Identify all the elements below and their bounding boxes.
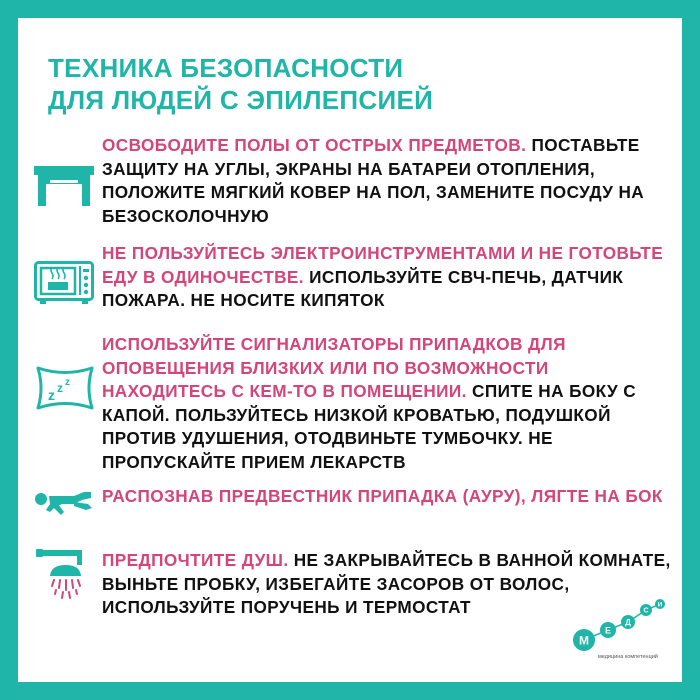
tip-item-2 [102,242,672,313]
tip-item-3 [102,333,672,474]
tip-text-5: НЕ ЗАКРЫВАЙТЕСЬ В ВАННОЙ КОМНАТЕ, ВЫНЬТЕ ПРОБКУ, ИЗБЕГАЙТЕ ЗАСОРОВ ОТ ВОЛОС, ИСПОЛЬЗУЙТЕ ПОРУЧЕНЬ И ТЕРМОСТАТ [102,550,671,617]
logo-tagline: медицина компетенций [598,654,658,660]
title-line-2: ДЛЯ ЛЮДЕЙ С ЭПИЛЕПСИЕЙ [48,85,434,115]
tip-item-4 [102,485,672,509]
tip-highlight-1: ОСВОБОДИТЕ ПОЛЫ ОТ ОСТРЫХ ПРЕДМЕТОВ. [102,135,527,155]
logo-letter-2: Е [604,625,612,636]
svg-text:z: z [65,377,70,388]
title-line-1: ТЕХНИКА БЕЗОПАСНОСТИ [48,53,404,83]
logo-letter-3: Д [625,618,631,627]
svg-text:z: z [48,387,55,403]
tip-text-1: ПОСТАВЬТЕ ЗАЩИТУ НА УГЛЫ, ЭКРАНЫ НА БАТАРЕИ ОТОПЛЕНИЯ, ПОЛОЖИТЕ МЯГКИЙ КОВЕР НА ПОЛ, ЗАМЕНИТЕ ПОСУДУ НА БЕЗОСКОЛОЧНУЮ [102,135,645,226]
svg-text:z: z [57,381,63,395]
tip-text-2: ИСПОЛЬЗУЙТЕ СВЧ-ПЕЧЬ, ДАТЧИК ПОЖАРА. НЕ НОСИТЕ КИПЯТОК [102,266,624,310]
tip-text-3: СПИТЕ НА БОКУ С КАПОЙ. ПОЛЬЗУЙТЕСЬ НИЗКОЙ КРОВАТЬЮ, ПОДУШКОЙ ПРОТИВ УДУШЕНИЯ, ОТОДВИНЬТЕ ТУМБОЧКУ. НЕ ПРОПУСКАЙТЕ ПРИЕМ ЛЕКАРСТВ [102,381,637,472]
medsi-logo [568,596,668,666]
tip-highlight-4: РАСПОЗНАВ ПРЕДВЕСТНИК ПРИПАДКА (АУРУ), ЛЯГТЕ НА БОК [102,486,663,506]
table-icon [34,166,94,208]
microwave-icon [34,261,94,305]
tip-item-1 [102,134,672,228]
content-card [18,18,682,682]
lying-person-icon [34,490,94,520]
tip-highlight-3: ИСПОЛЬЗУЙТЕ СИГНАЛИЗАТОРЫ ПРИПАДКОВ ДЛЯ ОПОВЕЩЕНИЯ БЛИЗКИХ ИЛИ ПО ВОЗМОЖНОСТИ НАХОДИТЕСЬ С КЕМ-ТО В ПОМЕЩЕНИИ. [102,334,566,401]
logo-letter-1: М [579,633,589,648]
logo-letter-5: И [657,602,663,609]
page-title [48,52,433,116]
pillow-icon [34,364,96,412]
tip-highlight-5: ПРЕДПОЧТИТЕ ДУШ. [102,550,289,570]
tip-highlight-2: НЕ ПОЛЬЗУЙТЕСЬ ЭЛЕКТРОИНСТРУМЕНТАМИ И НЕ ГОТОВЬТЕ ЕДУ В ОДИНОЧЕСТВЕ. [102,243,664,287]
shower-icon [34,548,94,608]
logo-letter-4: С [643,607,649,615]
